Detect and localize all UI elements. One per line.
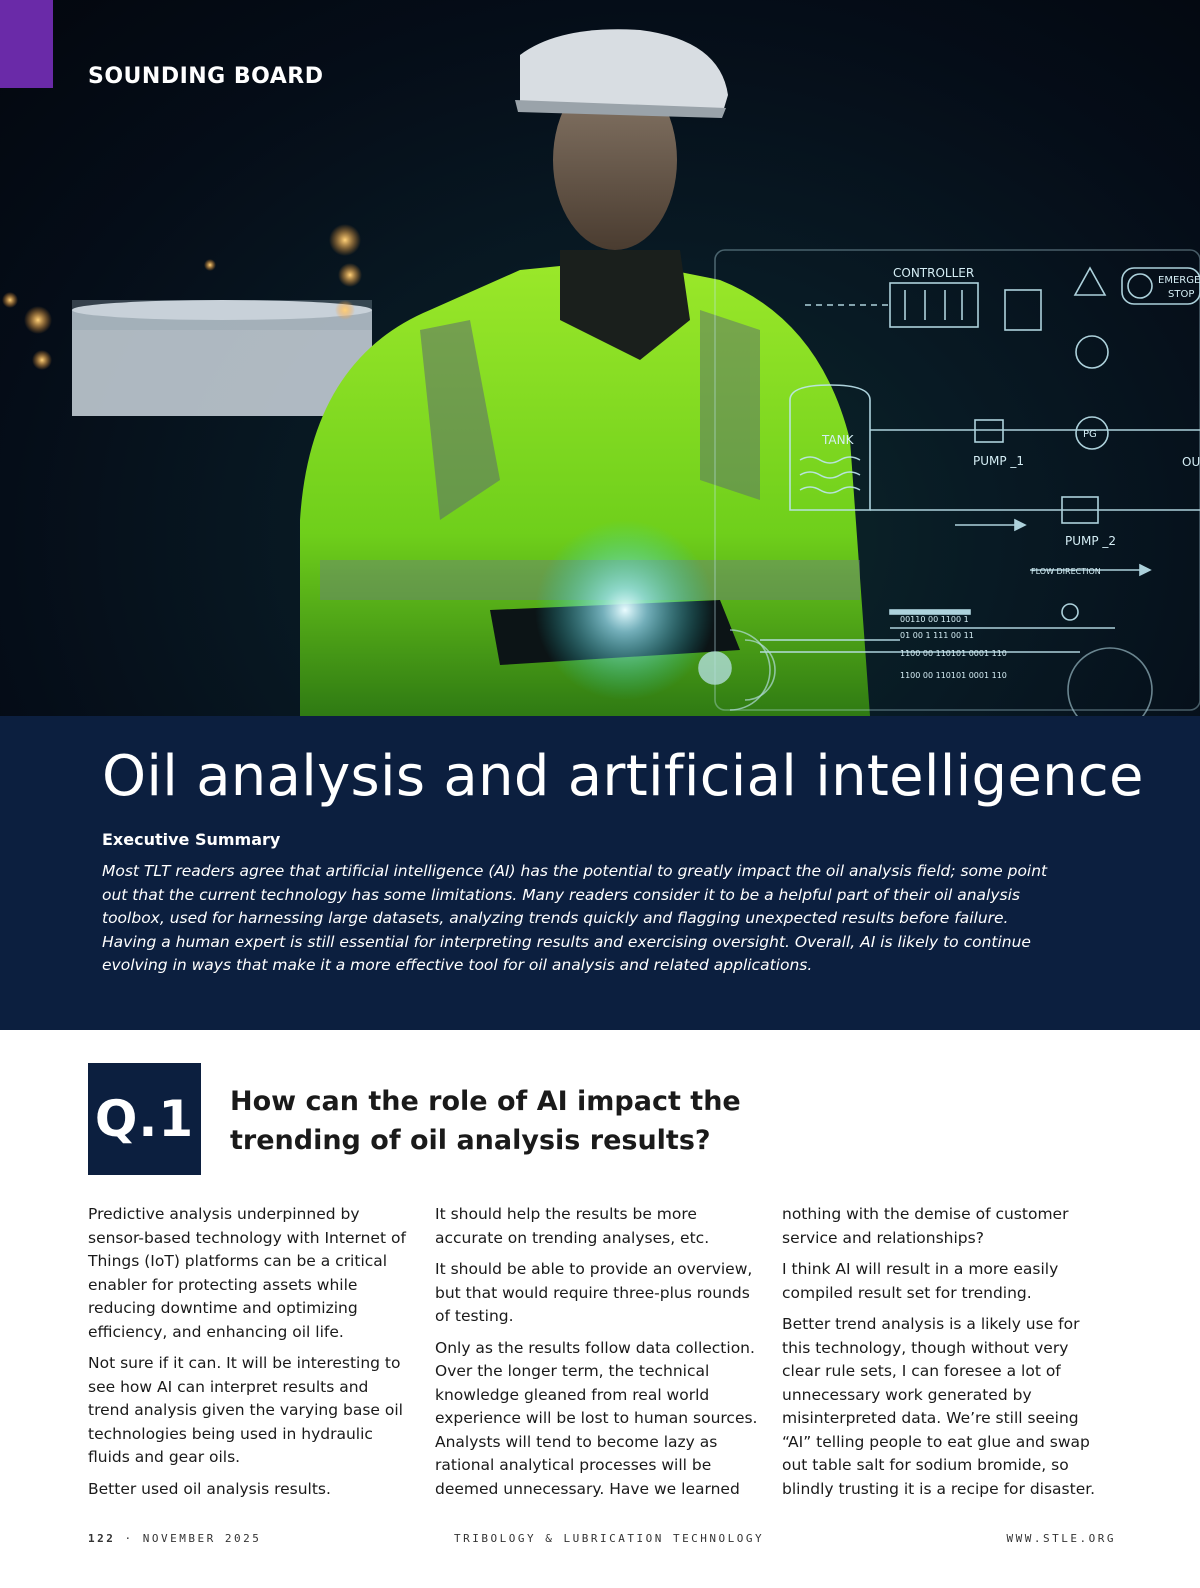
website-link[interactable]: WWW.STLE.ORG bbox=[1006, 1532, 1116, 1545]
hud-label-pump2: PUMP _2 bbox=[1065, 534, 1117, 548]
hero-photo bbox=[0, 0, 1200, 716]
response-paragraph: Not sure if it can. It will be interesting to see how AI can interpret results and trend analysis given the varying base oil technologies being used in hydraulic fluids and gear oils. bbox=[88, 1354, 403, 1466]
storage-tank bbox=[72, 300, 372, 416]
response-paragraph: It should help the results be more accurate on trending analyses, etc. bbox=[435, 1205, 710, 1247]
response-paragraph: Better used oil analysis results. bbox=[88, 1479, 331, 1498]
footer-page-info bbox=[88, 1532, 261, 1545]
hud-label-emergency: EMERGE bbox=[1158, 275, 1200, 286]
hud-label-flow: FLOW DIRECTION bbox=[1031, 567, 1101, 576]
hud-binary-4: 1100 00 110101 0001 110 bbox=[900, 671, 1007, 680]
hud-label-pump1: PUMP _1 bbox=[973, 454, 1025, 468]
response-paragraph: It should be able to provide an overview, but that would require three-plus rounds of testing. bbox=[435, 1260, 753, 1325]
hud-label-stop: STOP bbox=[1168, 289, 1195, 300]
issue-date: NOVEMBER 2025 bbox=[142, 1532, 262, 1545]
article-title: Oil analysis and artificial intelligence bbox=[102, 744, 1144, 809]
response-column-3 bbox=[782, 1203, 1108, 1509]
hud-label-tank: TANK bbox=[822, 433, 854, 447]
question-number-badge bbox=[88, 1063, 201, 1175]
response-paragraph: nothing with the demise of customer service and relationships? bbox=[782, 1205, 1069, 1247]
hud-label-pg: PG bbox=[1083, 429, 1097, 440]
executive-summary-text: Most TLT readers agree that artificial intelligence (AI) has the potential to greatly impact the oil analysis field; some point out that the current technology has some limitations. Many readers consider it to be a helpful part of their oil analysis toolbox, used for harnessing large datasets, analyzing trends quickly and flagging unexpected results before failure. Having a human expert is still essential for interpreting results and exercising oversight. Overall, AI is likely to continue evolving in ways that make it a more effective tool for oil analysis and related applications. bbox=[102, 862, 1048, 974]
response-paragraph: I think AI will result in a more easily compiled result set for trending. bbox=[782, 1260, 1059, 1302]
hud-binary-2: 01 00 1 111 00 11 bbox=[900, 631, 974, 640]
response-column-2 bbox=[435, 1203, 761, 1509]
section-accent-bar bbox=[0, 0, 53, 88]
publication-name: TRIBOLOGY & LUBRICATION TECHNOLOGY bbox=[454, 1532, 765, 1545]
hud-binary-3: 1100 00 110101 0001 110 bbox=[900, 649, 1007, 658]
hero-illustration bbox=[0, 0, 1200, 716]
hud-label-out: OU bbox=[1182, 455, 1200, 469]
hud-binary-1: 00110 00 1100 1 bbox=[900, 615, 969, 624]
question-text: How can the role of AI impact the trending of oil analysis results? bbox=[230, 1086, 741, 1156]
footer-separator: · bbox=[124, 1532, 134, 1545]
executive-summary-heading: Executive Summary bbox=[102, 830, 281, 849]
response-paragraph: Predictive analysis underpinned by sensor-based technology with Internet of Things (IoT) platforms can be a critical enabler for protecting assets while reducing downtime and optimizing efficiency, and enhancing oil life. bbox=[88, 1205, 406, 1341]
response-paragraph: Only as the results follow data collection. Over the longer term, the technical knowledge gleaned from real world experience will be lost to human sources. Analysts will tend to become lazy as rational analytical processes will be deemed unnecessary. Have we learned bbox=[435, 1338, 758, 1498]
hud-labels bbox=[821, 266, 1200, 680]
title-band bbox=[0, 716, 1200, 1030]
page-number: 122 bbox=[88, 1532, 116, 1545]
section-label: SOUNDING BOARD bbox=[88, 64, 324, 89]
response-column-1 bbox=[88, 1203, 414, 1509]
question-number: Q.1 bbox=[94, 1090, 195, 1148]
response-paragraph: Better trend analysis is a likely use for this technology, though without very clear rule sets, I can foresee a lot of unnecessary work generated by misinterpreted data. We’re still seeing “AI” telling people to eat glue and swap out table salt for sodium bromide, so blindly trusting it is a recipe for disaster. bbox=[782, 1315, 1096, 1498]
hud-label-controller: CONTROLLER bbox=[893, 266, 975, 280]
